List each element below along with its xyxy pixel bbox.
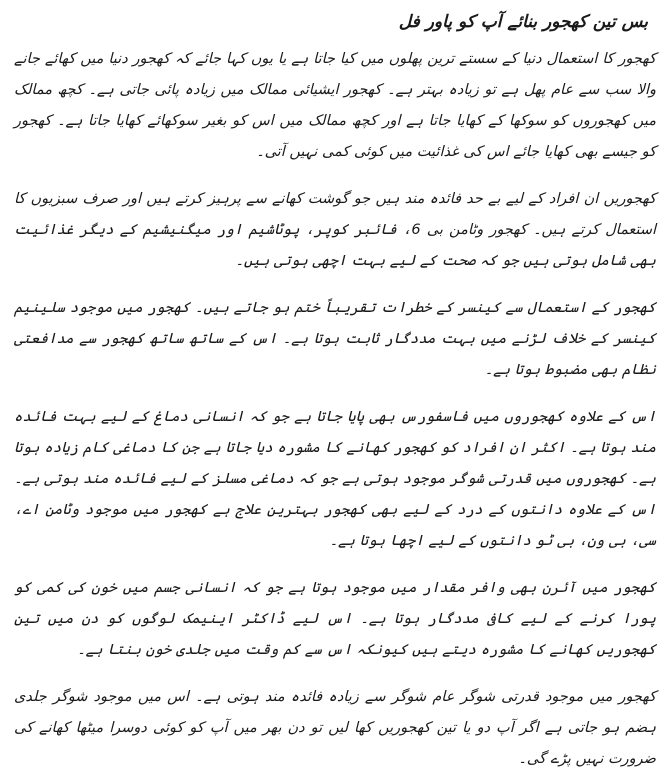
article-paragraph-6: کھجور میں موجود قدرتی شوگر عام شوگر سے زیادہ فائدہ مند ہوتی ہے۔ اس میں موجود شوگر جلدی ہضم ہو جاتی ہے اگر آپ دو یا تین کھجوریں کھا لیں تو دن بھر میں آپ کو کوئی دوسرا میٹھا کھانے کی ضرورت نہیں پڑے گی۔: [14, 689, 656, 767]
article-paragraph-2: کھجوریں ان افراد کے لیے بے حد فائدہ مند ہیں جو گوشت کھانے سے پرہیز کرتے ہیں اور صرف سبزیوں کا استعمال کرتے ہیں۔ کھجور وٹامن بی 6، فائبر کوپر، پوٹاشیم اور میگنیشیم کے دیگر غذائیت بھی شامل ہوتی ہیں جو کہ صحت کے لیے بہت اچھی ہوتی ہیں۔: [14, 191, 657, 269]
article-paragraph-3: کھجور کے استعمال سے کینسر کے خطرات تقریباً ختم ہو جاتے ہیں۔ کھجور میں موجود سلینیم کینسر کے خلاف لڑنے میں بہت مددگار ثابت ہوتا ہے۔ اس کے ساتھ ساتھ کھجور سے مدافعتی نظام بھی مضبوط ہوتا ہے۔: [14, 300, 656, 378]
article-paragraph-4: اس کے علاوہ کھجوروں میں فاسفورس بھی پایا جاتا ہے جو کہ انسانی دماغ کے لیے بہت فائدہ مند ہوتا ہے۔ اکثر ان افراد کو کھجور کھانے کا مشورہ دیا جاتا ہے جن کا دماغی کام زیادہ ہوتا ہے۔ کھجوروں میں قدرتی شوگر موجود ہوتی ہے جو کہ دماغی مسلز کے لیے فائدہ مند ہوتی ہے۔ اس کے علاوہ دانتوں کے درد کے لیے بھی کھجور بہترین علاج ہے کھجور میں موجود وٹامن اے، سی، بی ون، بی ٹو دانتوں کے لیے اچھا ہوتا ہے۔: [14, 409, 656, 549]
article-title: بس تین کھجور بنائے آپ کو پاور فل: [398, 12, 648, 32]
article-paragraph-5: کھجور میں آئرن بھی وافر مقدار میں موجود ہوتا ہے جو کہ انسانی جسم میں خون کی کمی کو پورا کرنے کے لیے کافی مددگار ہوتا ہے۔ اس لیے ڈاکٹر اینیمک لوگوں کو دن میں تین کھجوریں کھانے کا مشورہ دیتے ہیں کیونکہ اس سے کم وقت میں جلدی خون بنتا ہے۔: [14, 580, 656, 658]
article-paragraph-1: کھجور کا استعمال دنیا کے سستے ترین پھلوں میں کیا جاتا ہے یا یوں کہا جائے کہ کھجور دنیا میں کھائے جانے والا سب سے عام پھل ہے تو زیادہ بہتر ہے۔ کھجور ایشیائی ممالک میں زیادہ پائی جاتی ہے۔ کچھ ممالک میں کھجوروں کو سوکھا کے کھایا جاتا ہے اور کچھ ممالک میں اس کو بغیر سوکھائے کھایا جاتا ہے۔ کھجور کو جیسے بھی کھایا جائے اس کی غذائیت میں کوئی کمی نہیں آتی۔: [14, 51, 656, 160]
